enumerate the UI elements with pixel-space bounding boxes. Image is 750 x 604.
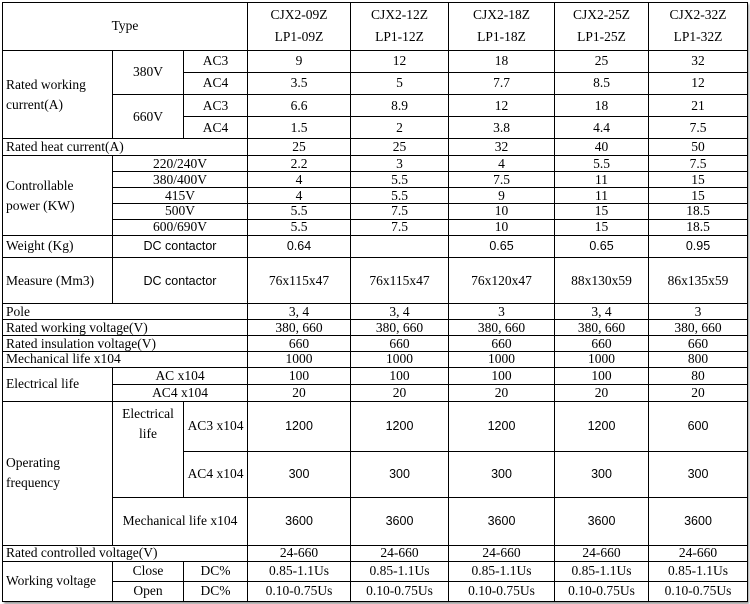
table-cell: 76x115x47	[351, 257, 449, 304]
table-cell: 5.5	[351, 188, 449, 204]
table-row	[3, 235, 748, 257]
ac4-x104-label: AC4 x104	[113, 384, 248, 401]
table-row	[3, 203, 748, 219]
op-mechanical-life-label: Mechanical life x104	[113, 498, 248, 546]
ac4-label: AC4	[184, 117, 248, 139]
table-cell: 88x130x59	[555, 257, 649, 304]
voltage-660-label: 660V	[113, 95, 184, 139]
table-cell: 76x115x47	[248, 257, 351, 304]
table-row	[3, 352, 748, 368]
table-cell: 7.7	[449, 72, 555, 94]
table-row	[3, 172, 748, 188]
table-cell: 7.5	[351, 219, 449, 235]
table-cell: 1.5	[248, 117, 351, 139]
ac-x104-label: AC x104	[113, 367, 248, 384]
table-row	[3, 401, 748, 451]
table-cell: 25	[555, 50, 649, 72]
table-cell: 7.5	[449, 172, 555, 188]
table-cell: 4.4	[555, 117, 649, 139]
table-cell: 18.5	[649, 203, 748, 219]
table-cell: 1200	[555, 401, 649, 451]
table-cell: 18.5	[649, 219, 748, 235]
table-cell: 660	[555, 336, 649, 352]
table-cell: 660	[449, 336, 555, 352]
table-cell: 18	[555, 95, 649, 117]
table-row	[3, 320, 748, 336]
table-cell: 4	[248, 188, 351, 204]
model-header-5: CJX2-32Z LP1-32Z	[649, 3, 748, 51]
table-cell: 1200	[449, 401, 555, 451]
working-voltage-label: Working voltage	[3, 561, 113, 601]
table-cell: 300	[449, 451, 555, 498]
table-cell: 600	[649, 401, 748, 451]
ac3-label: AC3	[184, 95, 248, 117]
table-cell: 7.5	[649, 117, 748, 139]
table-cell: 3.8	[449, 117, 555, 139]
table-cell: 10	[449, 203, 555, 219]
table-cell: 300	[649, 451, 748, 498]
table-cell: 50	[649, 139, 748, 156]
table-cell: 3600	[449, 498, 555, 546]
table-cell: 2	[351, 117, 449, 139]
table-cell: 5.5	[248, 219, 351, 235]
table-cell: 0.85-1.1Us	[555, 561, 649, 581]
spec-table-container	[2, 2, 747, 602]
table-cell: 24-660	[449, 545, 555, 561]
type-header: Type	[3, 3, 248, 51]
measure-label: Measure (Mm3)	[3, 257, 113, 304]
ac4-label: AC4	[184, 72, 248, 94]
close-label: Close	[113, 561, 184, 581]
table-row	[3, 336, 748, 352]
table-cell: 3, 4	[351, 304, 449, 320]
rated-working-current-label: Rated working current(A)	[3, 50, 113, 139]
table-cell: 1000	[449, 352, 555, 368]
table-cell: 4	[248, 172, 351, 188]
table-row	[3, 384, 748, 401]
table-cell: 3	[351, 156, 449, 172]
table-cell: 18	[449, 50, 555, 72]
dc-percent-label: DC%	[184, 581, 248, 601]
table-cell: 380, 660	[649, 320, 748, 336]
table-cell: 660	[649, 336, 748, 352]
table-cell: 0.85-1.1Us	[351, 561, 449, 581]
table-cell: 6.6	[248, 95, 351, 117]
operating-frequency-label: Operating frequency	[3, 401, 113, 545]
table-cell: 0.10-0.75Us	[555, 581, 649, 601]
table-cell: 380, 660	[351, 320, 449, 336]
table-cell: 3.5	[248, 72, 351, 94]
table-cell: 11	[555, 172, 649, 188]
ac3-label: AC3	[184, 50, 248, 72]
table-cell: 11	[555, 188, 649, 204]
table-cell: 0.65	[449, 235, 555, 257]
table-cell: 0.85-1.1Us	[248, 561, 351, 581]
table-row	[3, 50, 748, 72]
table-cell: 24-660	[555, 545, 649, 561]
table-cell: 20	[351, 384, 449, 401]
table-cell: 40	[555, 139, 649, 156]
table-cell: 1000	[351, 352, 449, 368]
table-cell: 4	[449, 156, 555, 172]
table-cell: 0.10-0.75Us	[649, 581, 748, 601]
table-cell: 21	[649, 95, 748, 117]
table-cell: 300	[555, 451, 649, 498]
table-row	[3, 156, 748, 172]
table-cell: 1000	[248, 352, 351, 368]
op-ac4-label: AC4 x104	[184, 451, 248, 498]
table-row	[3, 581, 748, 601]
rated-working-voltage-label: Rated working voltage(V)	[3, 320, 248, 336]
table-cell: 12	[351, 50, 449, 72]
table-cell: 10	[449, 219, 555, 235]
table-cell: 380, 660	[248, 320, 351, 336]
table-cell: 5.5	[248, 203, 351, 219]
open-label: Open	[113, 581, 184, 601]
table-cell: 20	[555, 384, 649, 401]
table-cell: 80	[649, 367, 748, 384]
table-cell: 24-660	[351, 545, 449, 561]
table-cell: 20	[649, 384, 748, 401]
table-cell: 15	[649, 188, 748, 204]
table-cell: 100	[555, 367, 649, 384]
table-cell: 9	[248, 50, 351, 72]
table-row	[3, 139, 748, 156]
controllable-power-label: Controllable power (KW)	[3, 156, 113, 235]
table-cell: 3600	[248, 498, 351, 546]
table-cell: 100	[351, 367, 449, 384]
table-cell: 86x135x59	[649, 257, 748, 304]
table-cell: 1000	[555, 352, 649, 368]
table-cell: 12	[449, 95, 555, 117]
table-cell: 25	[248, 139, 351, 156]
contactor-spec-table	[2, 2, 748, 602]
table-cell: 3	[449, 304, 555, 320]
pole-label: Pole	[3, 304, 248, 320]
table-cell: 100	[248, 367, 351, 384]
table-cell: 12	[649, 72, 748, 94]
dc-contactor-label: DC contactor	[113, 257, 248, 304]
table-cell: 0.64	[248, 235, 351, 257]
table-cell: 5.5	[351, 172, 449, 188]
table-cell: 24-660	[649, 545, 748, 561]
voltage-label: 220/240V	[113, 156, 248, 172]
table-cell: 380, 660	[555, 320, 649, 336]
voltage-label: 500V	[113, 203, 248, 219]
table-cell: 380, 660	[449, 320, 555, 336]
table-cell: 15	[555, 203, 649, 219]
table-cell: 0.10-0.75Us	[351, 581, 449, 601]
table-cell: 660	[248, 336, 351, 352]
table-cell: 3	[649, 304, 748, 320]
op-ac3-label: AC3 x104	[184, 401, 248, 451]
voltage-380-label: 380V	[113, 50, 184, 94]
table-cell: 100	[449, 367, 555, 384]
table-cell: 7.5	[351, 203, 449, 219]
model-header-1: CJX2-09Z LP1-09Z	[248, 3, 351, 51]
table-cell: 3600	[649, 498, 748, 546]
mechanical-life-label: Mechanical life x104	[3, 352, 248, 368]
table-cell: 0.65	[555, 235, 649, 257]
model-header-4: CJX2-25Z LP1-25Z	[555, 3, 649, 51]
table-cell: 300	[248, 451, 351, 498]
table-row	[3, 367, 748, 384]
table-row	[3, 188, 748, 204]
table-cell: 76x120x47	[449, 257, 555, 304]
table-cell: 800	[649, 352, 748, 368]
table-cell: 0.10-0.75Us	[449, 581, 555, 601]
table-cell: 7.5	[649, 156, 748, 172]
dc-percent-label: DC%	[184, 561, 248, 581]
table-cell: 15	[555, 219, 649, 235]
table-cell: 0.10-0.75Us	[248, 581, 351, 601]
weight-label: Weight (Kg)	[3, 235, 113, 257]
table-cell: 660	[351, 336, 449, 352]
table-cell: 1200	[351, 401, 449, 451]
table-row	[3, 257, 748, 304]
table-row	[3, 95, 748, 117]
table-cell: 3600	[351, 498, 449, 546]
table-cell: 32	[649, 50, 748, 72]
table-cell: 8.5	[555, 72, 649, 94]
table-row	[3, 304, 748, 320]
table-cell: 8.9	[351, 95, 449, 117]
table-row	[3, 561, 748, 581]
op-electrical-life-label: Electrical life	[113, 401, 184, 497]
voltage-label: 600/690V	[113, 219, 248, 235]
rated-heat-current-label: Rated heat current(A)	[3, 139, 248, 156]
table-cell: 20	[248, 384, 351, 401]
table-cell: 0.95	[649, 235, 748, 257]
table-cell: 300	[351, 451, 449, 498]
dc-contactor-label: DC contactor	[113, 235, 248, 257]
electrical-life-label: Electrical life	[3, 367, 113, 401]
table-cell: 0.85-1.1Us	[449, 561, 555, 581]
table-cell: 3, 4	[555, 304, 649, 320]
table-cell: 24-660	[248, 545, 351, 561]
table-cell: 20	[449, 384, 555, 401]
rated-insulation-voltage-label: Rated insulation voltage(V)	[3, 336, 248, 352]
table-cell: 15	[649, 172, 748, 188]
table-row	[3, 219, 748, 235]
table-cell: 1200	[248, 401, 351, 451]
table-cell: 5.5	[555, 156, 649, 172]
voltage-label: 415V	[113, 188, 248, 204]
model-header-2: CJX2-12Z LP1-12Z	[351, 3, 449, 51]
table-row	[3, 498, 748, 546]
table-row	[3, 545, 748, 561]
table-cell: 32	[449, 139, 555, 156]
header-row	[3, 3, 748, 51]
table-cell: 0.85-1.1Us	[649, 561, 748, 581]
table-cell: 3, 4	[248, 304, 351, 320]
table-cell	[351, 235, 449, 257]
table-cell: 5	[351, 72, 449, 94]
model-header-3: CJX2-18Z LP1-18Z	[449, 3, 555, 51]
table-cell: 9	[449, 188, 555, 204]
table-cell: 2.2	[248, 156, 351, 172]
rated-controlled-voltage-label: Rated controlled voltage(V)	[3, 545, 248, 561]
table-cell: 3600	[555, 498, 649, 546]
table-cell: 25	[351, 139, 449, 156]
voltage-label: 380/400V	[113, 172, 248, 188]
